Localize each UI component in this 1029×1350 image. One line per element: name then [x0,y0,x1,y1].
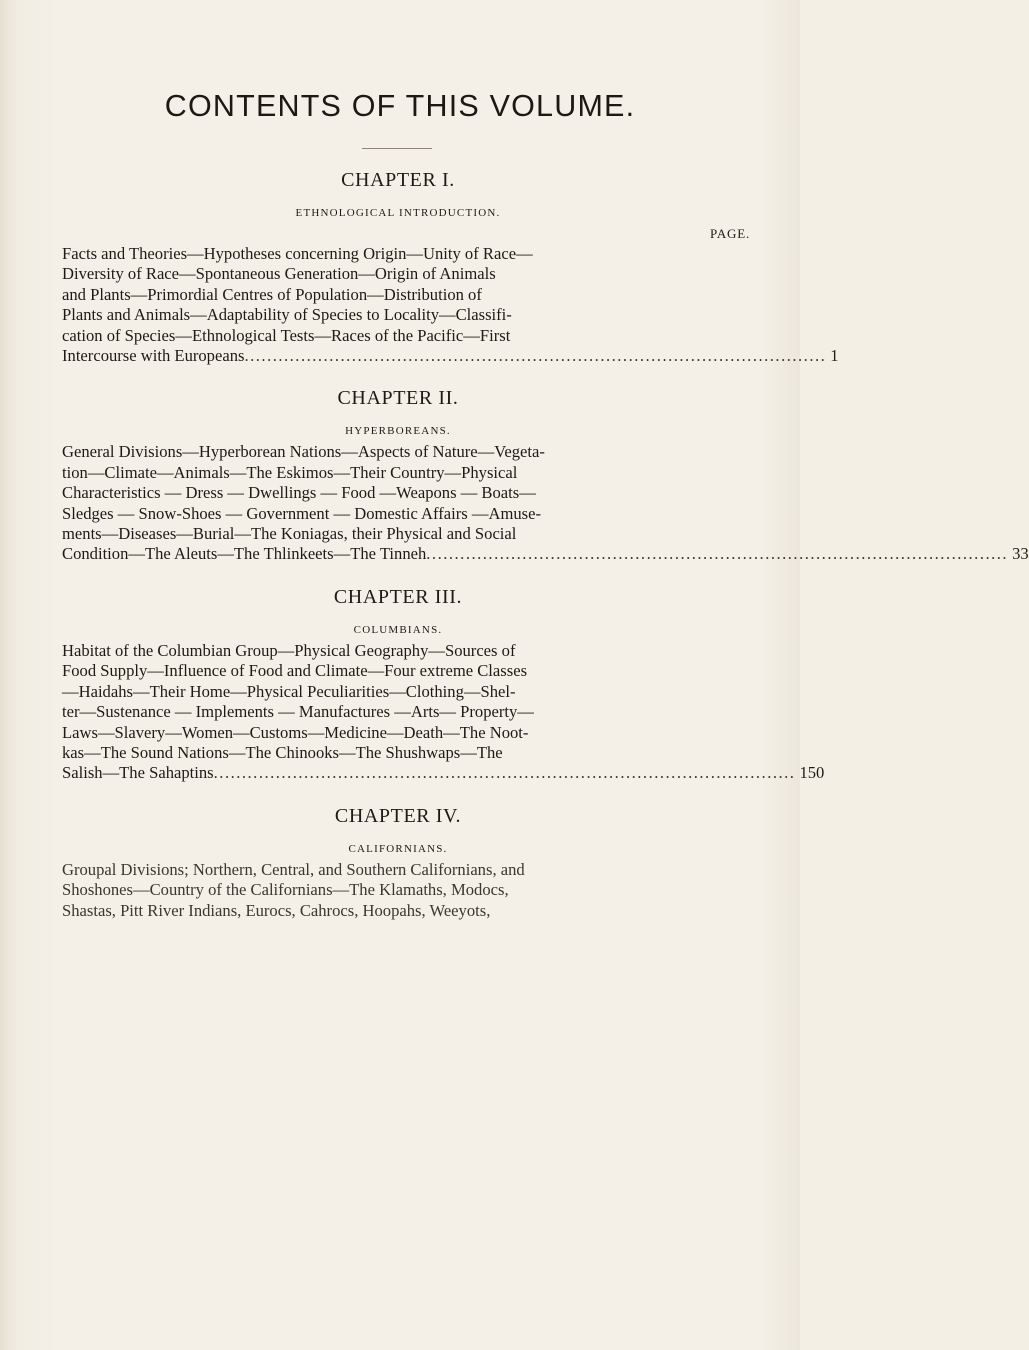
chapter-3-line: kas—The Sound Nations—The Chinooks—The Shushwaps—The [62,742,503,762]
chapter-2-last-text: Condition—The Aleuts—The Thlinkeets—The Tinneh [62,544,427,564]
page-title: CONTENTS OF THIS VOLUME. [164,89,636,123]
chapter-3-subtitle: COLUMBIANS. [353,623,443,636]
chapter-3-last-line [62,763,825,783]
title-divider [362,148,432,149]
page-column-label: PAGE. [709,226,750,241]
chapter-2-subtitle: HYPERBOREANS. [345,425,451,438]
chapter-3-line: Laws—Slavery—Women—Customs—Medicine—Death—The Noot- [62,722,529,742]
dot-leader: ....................................................................................................... [426,544,1009,564]
chapter-3-heading: CHAPTER III. [333,585,463,608]
chapter-2-page-number: 33 [1012,544,1029,564]
chapter-2-line: Sledges — Snow-Shoes — Government — Domestic Affairs —Amuse- [62,503,542,523]
chapter-4-subtitle: CALIFORNIANS. [348,842,448,855]
chapter-1-line: Facts and Theories—Hypotheses concerning Origin—Unity of Race— [62,244,533,263]
chapter-4-line: Shoshones—Country of the Californians—The Klamaths, Modocs, [62,880,509,900]
chapter-1-last-line [62,346,839,366]
chapter-1-line: Plants and Animals—Adaptability of Species to Locality—Classifi- [62,305,512,325]
chapter-3-line: Habitat of the Columbian Group—Physical Geography—Sources of [62,640,516,660]
chapter-1-heading: CHAPTER I. [341,169,455,191]
chapter-3-page-number: 150 [799,763,825,783]
dot-leader: ....................................................................................................... [244,346,827,366]
chapter-2-line: ments—Diseases—Burial—The Koniagas, their Physical and Social [62,524,517,544]
chapter-2-line: General Divisions—Hyperborean Nations—Aspects of Nature—Vegeta- [62,442,545,462]
chapter-1-page-number: 1 [830,346,839,366]
chapter-1-line: Diversity of Race—Spontaneous Generation—Origin of Animals [62,264,496,284]
chapter-3-section [62,583,825,784]
chapter-1-last-text: Intercourse with Europeans [62,346,245,366]
dot-leader: ....................................................................................................... [213,763,796,783]
chapter-1-subtitle: ETHNOLOGICAL INTRODUCTION. [295,207,501,219]
chapter-3-line: —Haidahs—Their Home—Physical Peculiarities—Clothing—Shel- [62,681,516,701]
chapter-1-line: and Plants—Primordial Centres of Population—Distribution of [62,284,482,304]
chapter-2-heading: CHAPTER II. [337,387,459,410]
chapter-2-line: Characteristics — Dress — Dwellings — Food —Weapons — Boats— [62,483,536,503]
chapter-2-section [62,384,1029,564]
table-of-contents [62,166,1029,921]
chapter-4-section [62,802,734,921]
chapter-3-line: ter—Sustenance — Implements — Manufactures —Arts— Property— [62,702,534,722]
chapter-2-line: tion—Climate—Animals—The Eskimos—Their Country—Physical [62,462,518,482]
chapter-3-last-text: Salish—The Sahaptins [62,763,214,783]
chapter-2-last-line [62,544,1029,564]
chapter-4-line: Shastas, Pitt River Indians, Eurocs, Cahrocs, Hoopahs, Weeyots, [62,900,491,920]
chapter-1-section [62,166,839,366]
chapter-1-line: cation of Species—Ethnological Tests—Races of the Pacific—First [62,325,511,345]
chapter-4-line: Groupal Divisions; Northern, Central, and Southern Californians, and [62,859,525,879]
chapter-3-line: Food Supply—Influence of Food and Climate—Four extreme Classes [62,661,528,681]
chapter-4-heading: CHAPTER IV. [334,804,462,827]
